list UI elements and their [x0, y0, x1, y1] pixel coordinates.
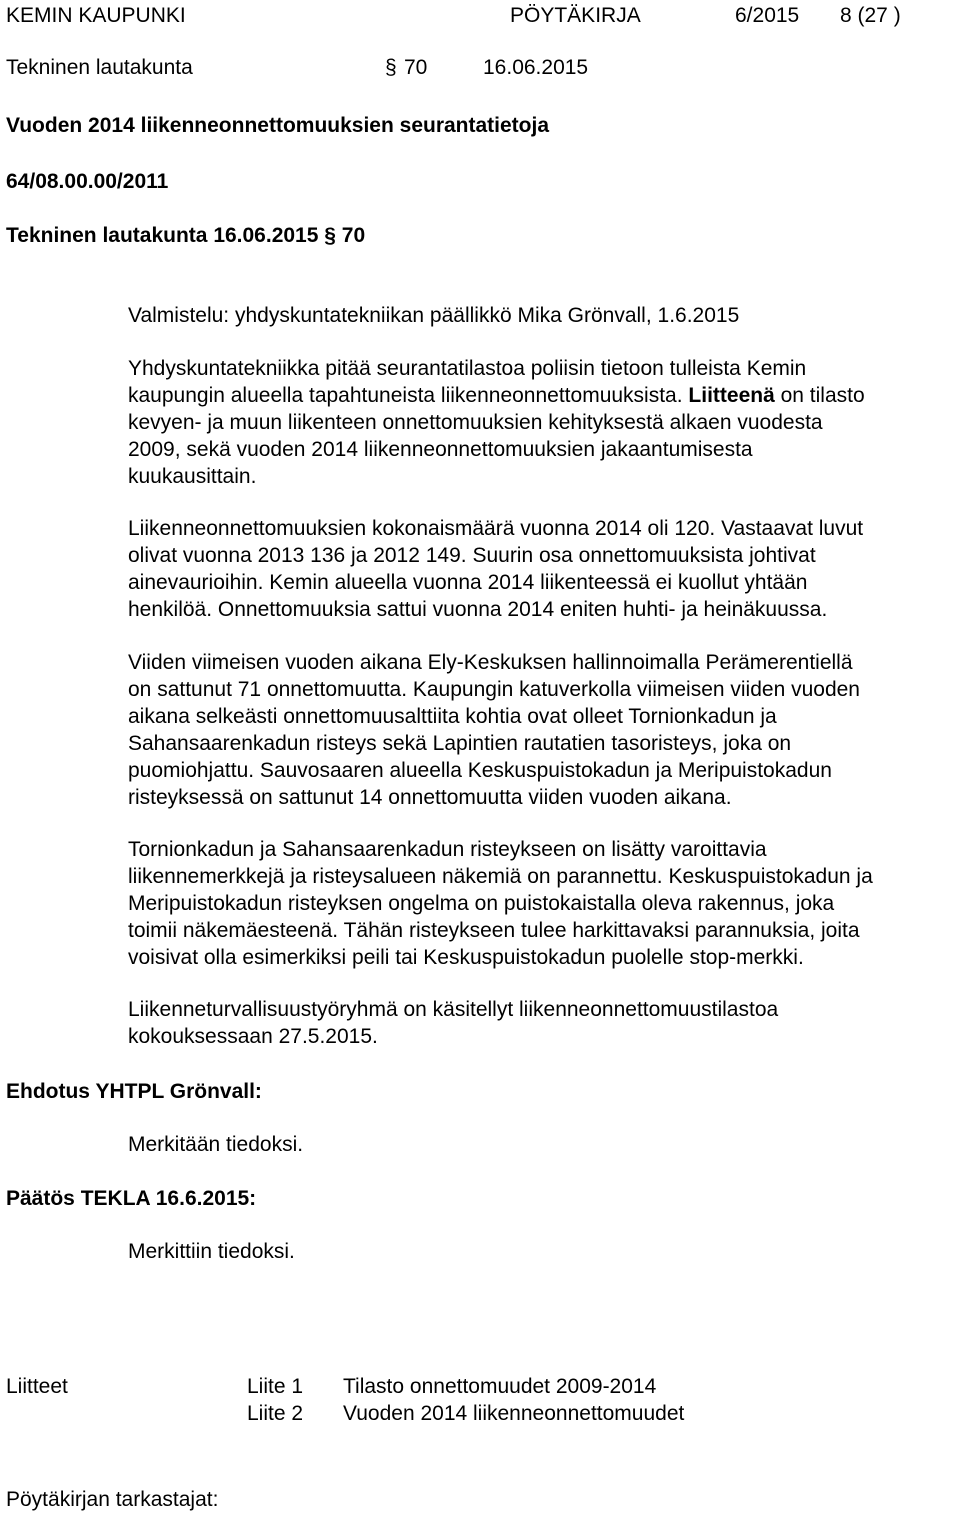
- paragraph-3: [128, 649, 956, 811]
- paragraph-1-line: 2009, sekä vuoden 2014 liikenneonnettomuuksien jakaantumisesta: [128, 438, 753, 461]
- section-symbol: §: [385, 56, 397, 79]
- proposal-text: Merkitään tiedoksi.: [128, 1133, 304, 1156]
- meeting-date: 16.06.2015: [483, 56, 589, 79]
- attachment-id: Liite 1: [247, 1375, 304, 1398]
- attachment-reference: Liitteenä: [688, 384, 775, 407]
- proposal-heading: Ehdotus YHTPL Grönvall:: [6, 1080, 262, 1103]
- decision-text: Merkittiin tiedoksi.: [128, 1240, 295, 1263]
- attachment-id: Liite 2: [247, 1402, 304, 1425]
- paragraph-3-line: Sahansaarenkadun risteys sekä Lapintien rautatien tasoristeys, joka on: [128, 732, 792, 755]
- file-number: 64/08.00.00/2011: [6, 170, 169, 193]
- paragraph-3-line: puomiohjattu. Sauvosaaren alueella Keskuspuistokadun ja Meripuistokadun: [128, 759, 832, 782]
- document-number: 6/2015: [735, 4, 800, 27]
- paragraph-2-line: henkilöä. Onnettomuuksia sattui vuonna 2014 eniten huhti- ja heinäkuussa.: [128, 598, 828, 621]
- paragraph-4-line: liikennemerkkejä ja risteysalueen näkemiä on parannettu. Keskuspuistokadun ja: [128, 865, 873, 888]
- paragraph-1-line: Yhdyskuntatekniikka pitää seurantatilastoa poliisin tietoon tulleista Kemin: [128, 357, 807, 380]
- paragraph-4-line: Tornionkadun ja Sahansaarenkadun risteykseen on lisätty varoittavia: [128, 838, 767, 861]
- meeting-reference: Tekninen lautakunta 16.06.2015 § 70: [6, 224, 366, 247]
- paragraph-2: [128, 515, 956, 623]
- paragraph-4-line: toimii näkemäesteenä. Tähän risteykseen tulee harkittavaksi parannuksia, joita: [128, 919, 860, 942]
- preparation-line: Valmistelu: yhdyskuntatekniikan päällikkö Mika Grönvall, 1.6.2015: [128, 304, 740, 327]
- paragraph-5-line: Liikenneturvallisuustyöryhmä on käsitellyt liikenneonnettomuustilastoa: [128, 998, 779, 1021]
- paragraph-3-line: risteyksessä on sattunut 14 onnettomuutta viiden vuoden aikana.: [128, 786, 732, 809]
- paragraph-1-line: kevyen- ja muun liikenteen onnettomuuksien kehityksestä alkaen vuodesta: [128, 411, 823, 434]
- paragraph-1-line: kaupungin alueella tapahtuneista liikenneonnettomuuksista. Liitteenä on tilasto: [128, 384, 865, 407]
- paragraph-4: [128, 836, 956, 971]
- paragraph-5: [128, 996, 956, 1050]
- attachments-label: Liitteet: [6, 1375, 68, 1398]
- board-name: Tekninen lautakunta: [6, 56, 193, 79]
- paragraph-1-line: kuukausittain.: [128, 465, 257, 488]
- section-number: 70: [404, 56, 428, 79]
- paragraph-4-line: Meripuistokadun risteyksen ongelma on puistokaistalla oleva rakennus, joka: [128, 892, 835, 915]
- decision-heading: Päätös TEKLA 16.6.2015:: [6, 1187, 257, 1210]
- attachment-title: Tilasto onnettomuudet 2009-2014: [343, 1375, 657, 1398]
- paragraph-4-line: voisivat olla esimerkiksi peili tai Keskuspuistokadun puolelle stop-merkki.: [128, 946, 804, 969]
- paragraph-3-line: aikana selkeästi onnettomuusalttiita kohtia ovat olleet Tornionkadun ja: [128, 705, 777, 728]
- paragraph-2-line: Liikenneonnettomuuksien kokonaismäärä vuonna 2014 oli 120. Vastaavat luvut: [128, 517, 864, 540]
- paragraph-2-line: ainevaurioihin. Kemin alueella vuonna 2014 liikenteessä ei kuollut yhtään: [128, 571, 808, 594]
- reviewers-label: Pöytäkirjan tarkastajat:: [6, 1488, 219, 1511]
- document-type: PÖYTÄKIRJA: [510, 4, 641, 27]
- attachment-title: Vuoden 2014 liikenneonnettomuudet: [343, 1402, 685, 1425]
- city-name: KEMIN KAUPUNKI: [6, 4, 186, 27]
- page-number: 8 (27 ): [840, 4, 901, 27]
- paragraph-1: [128, 355, 956, 490]
- paragraph-5-line: kokouksessaan 27.5.2015.: [128, 1025, 378, 1048]
- paragraph-3-line: on sattunut 71 onnettomuutta. Kaupungin katuverkolla viimeisen viiden vuoden: [128, 678, 860, 701]
- paragraph-3-line: Viiden viimeisen vuoden aikana Ely-Keskuksen hallinnoimalla Perämerentiellä: [128, 651, 853, 674]
- document-title: Vuoden 2014 liikenneonnettomuuksien seurantatietoja: [6, 114, 550, 137]
- paragraph-2-line: olivat vuonna 2013 136 ja 2012 149. Suurin osa onnettomuuksista johtivat: [128, 544, 816, 567]
